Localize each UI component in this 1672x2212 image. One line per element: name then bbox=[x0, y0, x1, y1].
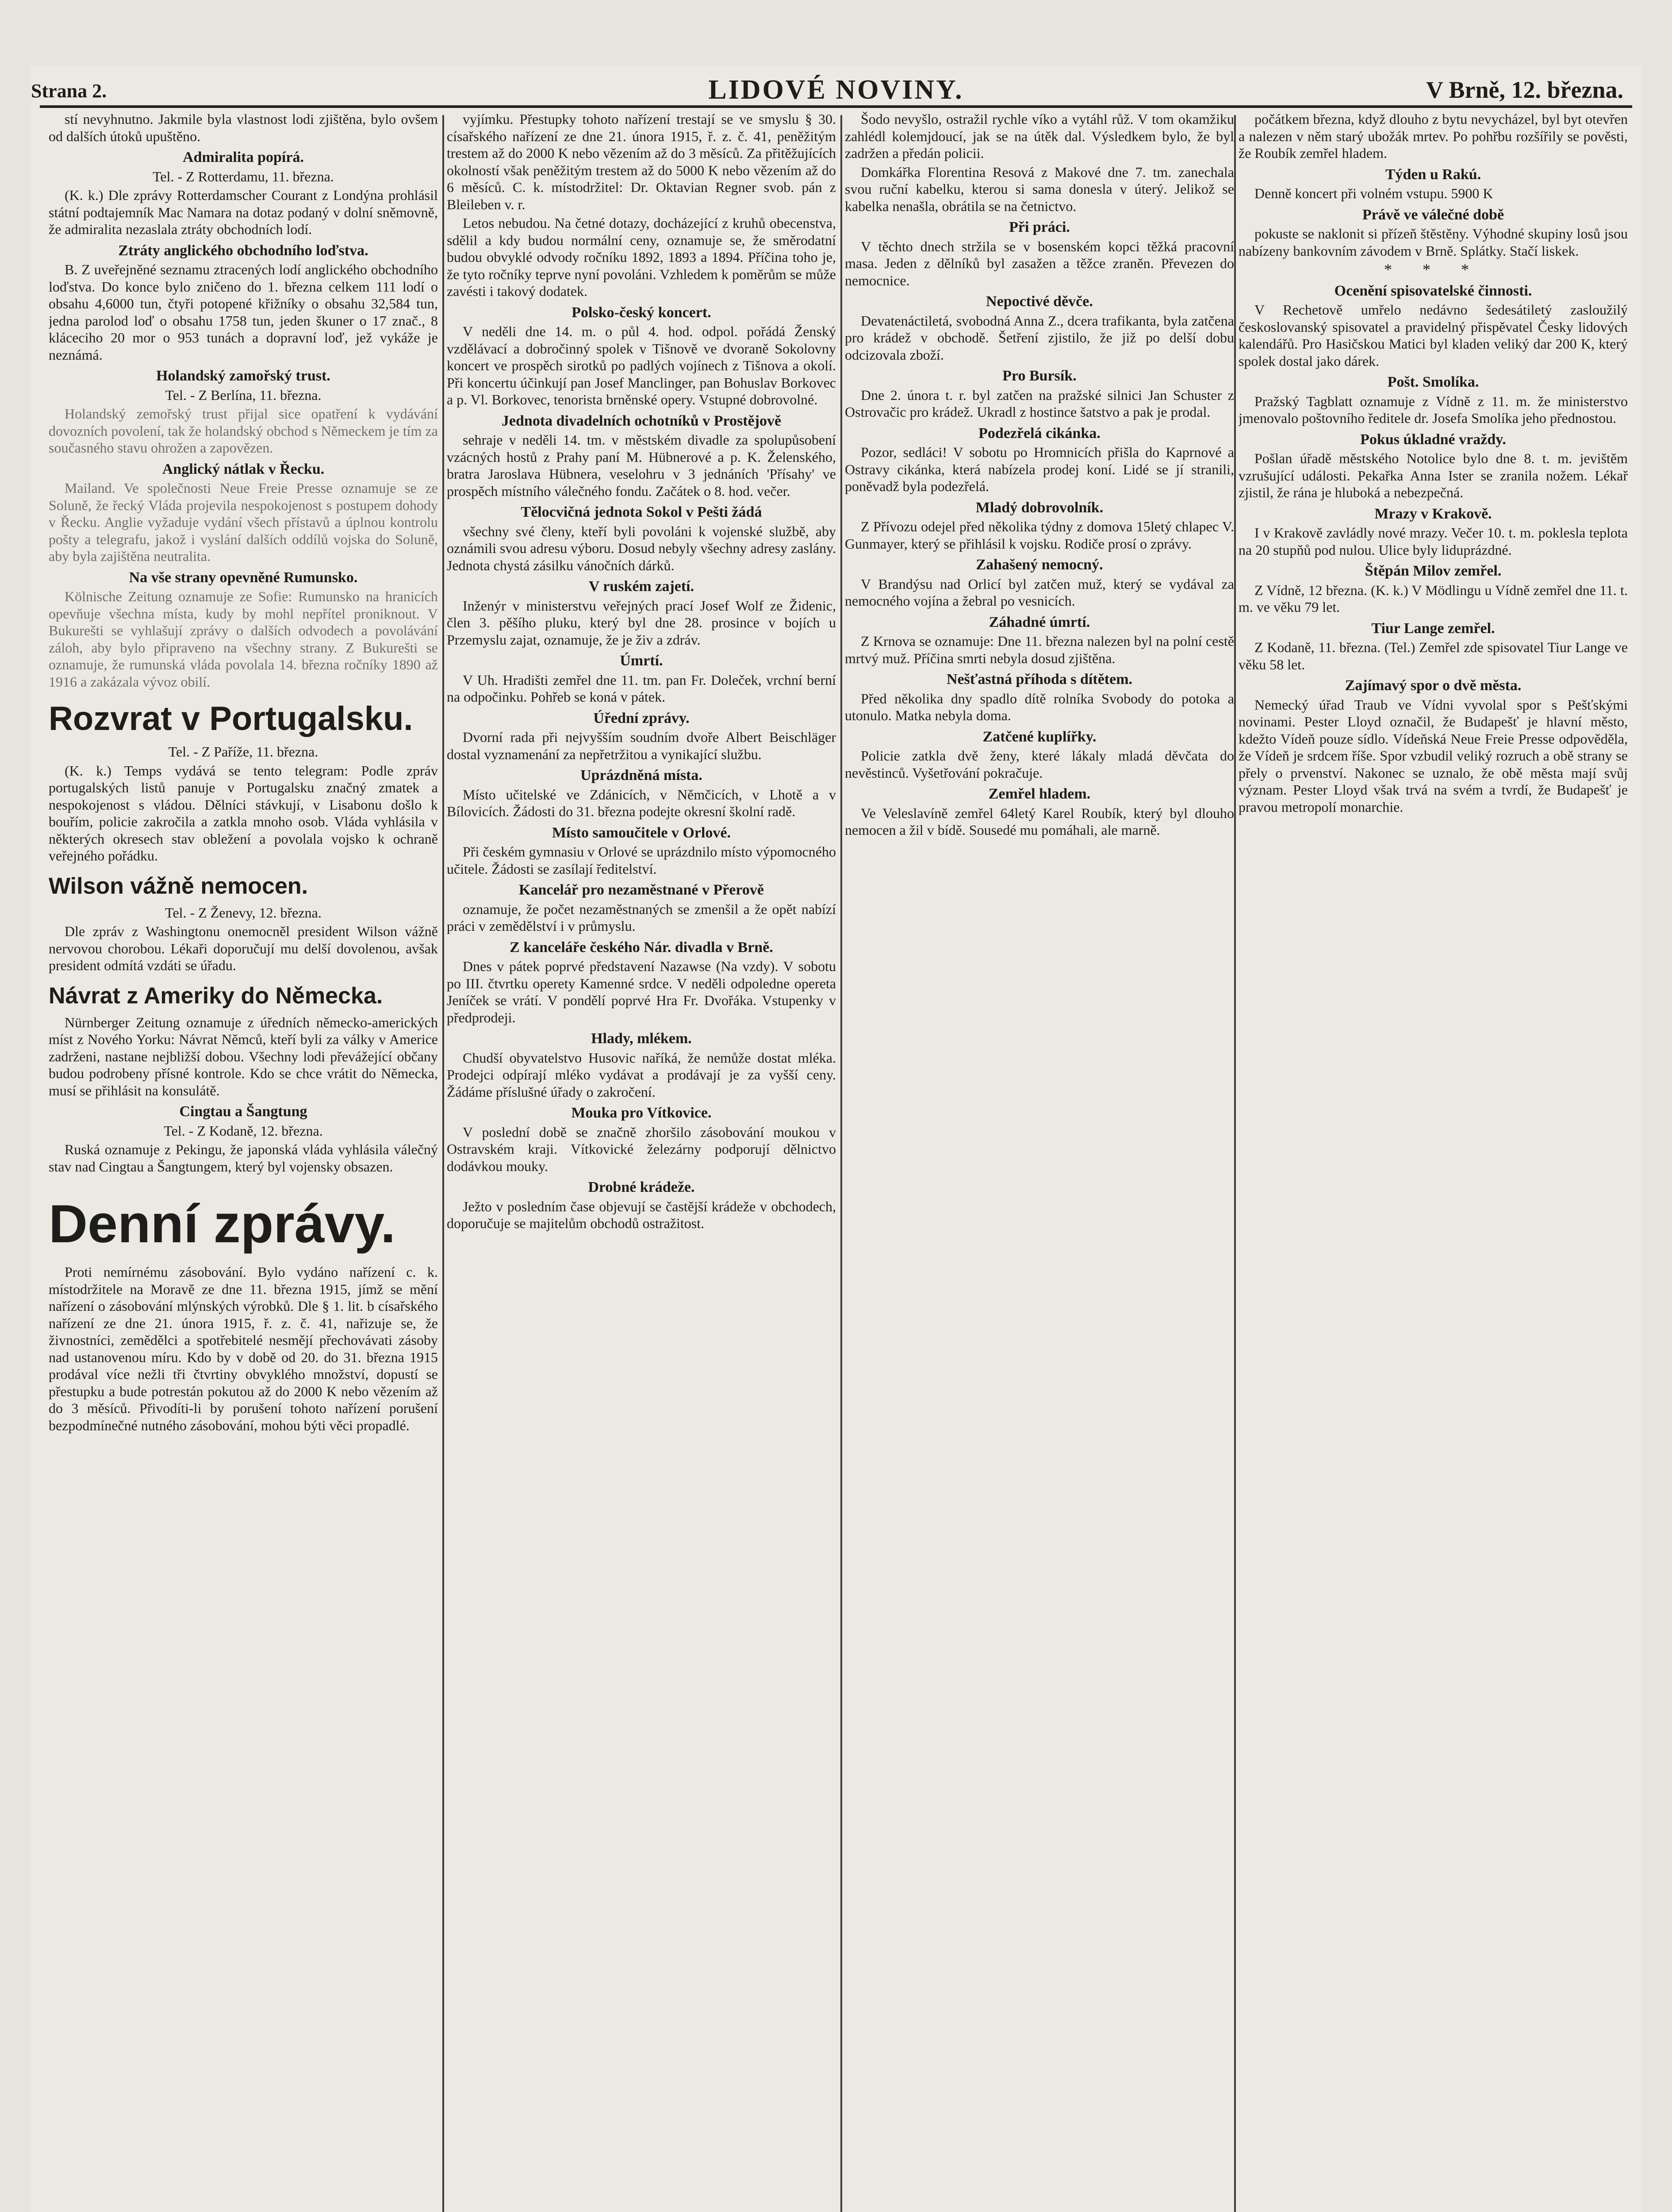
dateline: Tel. - Z Kodaně, 12. března. bbox=[164, 1122, 323, 1139]
dateline: Tel. - Z Paříže, 11. března. bbox=[168, 744, 318, 760]
article-text: Při českém gymnasiu v Orlové se uprázdnilo místo výpomocného učitele. Žádosti se zasílají ředitelství. bbox=[447, 844, 836, 877]
article-text: Pražský Tagblatt oznamuje z Vídně z 11. m. že ministerstvo jmenovalo poštovního ředitele dr. Josefa Smolíka jeho přednostou. bbox=[1239, 393, 1628, 426]
article-heading: Úmrtí. bbox=[620, 653, 663, 669]
headline: Rozvrat v Portugalsku. bbox=[49, 700, 413, 737]
article-heading: Mrazy v Krakově. bbox=[1374, 505, 1492, 522]
article-text: Kölnische Zeitung oznamuje ze Sofie: Rumunsko na hranicích opevňuje všechna místa, kudy by mohl nepřítel proniknout. V Bukurešti se vyhlašují zprávy o dalších odvodech a povolávání záloh, aby bylo připraveno na všechny strany. Z Bukurešti se oznamuje, že rumunská vláda povolala 14. března ročníky 1890 až 1916 a zakázala vývoz obilí. bbox=[49, 588, 438, 690]
article-text: Policie zatkla dvě ženy, které lákaly mladá děvčata do nevěstinců. Vyšetřování pokračuje. bbox=[845, 748, 1234, 781]
page-number: Strana 2. bbox=[31, 80, 107, 102]
article-heading: Ocenění spisovatelské činnosti. bbox=[1334, 282, 1532, 299]
article-heading: Hlady, mlékem. bbox=[591, 1030, 692, 1047]
article-text: Z Krnova se oznamuje: Dne 11. března nalezen byl na polní cestě mrtvý muž. Příčina smrti nebyla dosud zjištěna. bbox=[845, 633, 1234, 666]
article-heading: Zajímavý spor o dvě města. bbox=[1345, 677, 1522, 694]
article-text: V těchto dnech stržila se v bosenském kopci těžká pracovní masa. Jeden z dělníků byl zasažen a těžce zraněn. Převezen do nemocnice. bbox=[845, 238, 1234, 288]
column-divider bbox=[840, 115, 842, 2212]
article-text: Denně koncert při volném vstupu. 5900 K bbox=[1254, 185, 1493, 201]
article-text: Nürnberger Zeitung oznamuje z úředních německo-amerických míst z Nového Yorku: Návrat Němců, kteří byli za války v Americe zadrženi, nastane nejbližší dobou. Všechny lodi převážející občany budou podrobeny přísné kontrole. Kdo se chce vrátit do Německa, musí se přihlásit na konsulátě. bbox=[49, 1014, 438, 1098]
column-2 bbox=[447, 111, 836, 2212]
article-heading: Zemřel hladem. bbox=[988, 786, 1091, 802]
article-text: vyjímku. Přestupky tohoto nařízení trestají se ve smyslu § 30. císařského nařízení ze dne 21. února 1915, ř. z. č. 41, peněžitým trestem až do 2000 K nebo vězením až do 3 měsíců. Za přitěžujících okolností však peněžitým trestem až do 5000 K nebo vězením až do 6 měsíců. C. k. místodržitel: Dr. Oktavian Regner svob. pán z Bleileben v. r. bbox=[447, 111, 836, 212]
article-heading: Uprázdněná místa. bbox=[580, 767, 702, 783]
article-text: oznamuje, že počet nezaměstnaných se zmenšil a že opět nabízí práci v zemědělství i v průmyslu. bbox=[447, 901, 836, 934]
article-heading: Jednota divadelních ochotníků v Prostějově bbox=[501, 412, 782, 429]
article-text: Místo učitelské ve Zdánicích, v Němčicích, v Lhotě a v Bílovicích. Žádosti do 31. března podejte okresní školní radě. bbox=[447, 786, 836, 819]
article-heading: Drobné krádeže. bbox=[588, 1179, 695, 1195]
dateline: Tel. - Z Ženevy, 12. března. bbox=[165, 904, 322, 921]
column-4 bbox=[1239, 111, 1628, 2212]
section-headline: Denní zprávy. bbox=[49, 1194, 396, 1254]
column-divider bbox=[1234, 115, 1236, 2212]
article-text: Pošlan úřadě městského Notolice bylo dne 8. t. m. jevištěm vzrušující události. Pekařka Anna Ister se zranila nožem. Lékař zjistil, že rána je hluboká a nebezpečná. bbox=[1239, 450, 1628, 500]
article-text: V Uh. Hradišti zemřel dne 11. tm. pan Fr. Doleček, vrchní berní na odpočinku. Pohřeb se koná v pátek. bbox=[447, 672, 836, 705]
article-text: Letos nebudou. Na četné dotazy, docházející z kruhů obecenstva, sdělil a kdy budou normální ceny, oznamuje se, že směrodatní budou obvyklé odvody ročníku 1892, 1893 a 1894. Příčina toho je, že tyto ročníky teprve nyní povoláni. Vzhledem k poměrům se může zavésti i takový dodatek. bbox=[447, 215, 836, 299]
column-divider bbox=[442, 115, 444, 2212]
article-text: V Rechetově umřelo nedávno šedesátiletý zasloužilý českoslovanský spisovatel a pravidelný přispěvatel Česky lidových kalendářů. Pro Hasičskou Matici byl kladen veliký dar 200 K, který spolek dostal jako dárek. bbox=[1239, 302, 1628, 369]
newspaper-title: LIDOVÉ NOVINY. bbox=[708, 75, 964, 105]
article-text: počátkem března, když dlouho z bytu nevycházel, byl byt otevřen a nalezen v něm starý ubožák mrtev. Po pohřbu rozšířily se pověsti, že Roubík zemřel hladem. bbox=[1239, 111, 1628, 161]
dateline: Tel. - Z Rotterdamu, 11. března. bbox=[153, 168, 334, 184]
article-text: všechny své členy, kteří byli povoláni k vojenské službě, aby oznámili svou adresu výboru. Dosud nebyly všechny adresy zaslány. Jednota chystá zásilku vánočních dárků. bbox=[447, 523, 836, 573]
article-heading: Při práci. bbox=[1009, 219, 1070, 235]
article-text: Z Přívozu odejel před několika týdny z domova 15letý chlapec V. Gunmayer, který se přihlásil k vojsku. Rodiče prosí o zprávy. bbox=[845, 518, 1234, 552]
article-heading: Admiralita popírá. bbox=[183, 149, 304, 165]
article-heading: Tiur Lange zemřel. bbox=[1371, 620, 1495, 637]
article-text: Mailand. Ve společnosti Neue Freie Presse oznamuje se ze Soluně, že řecký Vláda projevila nespokojenost s postupem dohody v Řecku. Anglie vyžaduje vydání všech přístavů a úplnou kontrolu pošty a telegrafu, jakož i vyslání dalších oddílů vojska do Soluně, aby byla zajištěna neutralita. bbox=[49, 480, 438, 564]
section-separator: * * * bbox=[1384, 261, 1482, 278]
article-heading: Štěpán Milov zemřel. bbox=[1365, 563, 1502, 579]
article-heading: Tělocvičná jednota Sokol v Pešti žádá bbox=[521, 504, 762, 520]
article-heading: Týden u Rakú. bbox=[1385, 166, 1481, 183]
article-text: Chudší obyvatelstvo Husovic naříká, že nemůže dostat mléka. Prodejci odpírají mléko vydávat a prodávají je za vyšší ceny. Žádáme příslušné úřady o zakročení. bbox=[447, 1049, 836, 1100]
article-text: sehraje v neděli 14. tm. v městském divadle za spolupůsobení vzácných hostů z Prahy paní M. Hübnerové a p. K. Želenského, bratra Jaroslava Hübnera, veselohru v 3 jednáních 'Přísahy' ve prospěch místního válečného fondu. Začátek o 8. hod. večer. bbox=[447, 432, 836, 499]
article-text: V Brandýsu nad Orlicí byl zatčen muž, který se vydával za nemocného vojína a žebral po vesnicích. bbox=[845, 576, 1234, 609]
article-text: (K. k.) Temps vydává se tento telegram: Podle zpráv portugalských listů panuje v Portugalsku značný zmatek a nespokojenost s vládou. Dělníci stávkují, v Lisabonu došlo k bouřím, policie zakročila a zatkla mnoho osob. Vláda vyhlásila v některých okresech stav obležení a povolala vojsko k ochraně veřejného pořádku. bbox=[49, 762, 438, 864]
article-text: Dne 2. února t. r. byl zatčen na pražské silnici Jan Schuster z Ostrovačic pro krádež. Ukradl z hostince šatstvo a pak je prodal. bbox=[845, 387, 1234, 420]
article-heading: Právě ve válečné době bbox=[1362, 206, 1504, 223]
article-text: Nemecký úřad Traub ve Vídni vyvolal spor s Pešťskými novinami. Pester Lloyd označil, že Budapešť je hlavní město, kdežto Vídeň pouze sídlo. Vídeňská Neue Freie Presse odpověděla, že Vídeň je srdcem říše. Spor vzbudil veliký rozruch a obě strany se přely o prvenství. Nakonec se uznalo, že obě města mají svůj význam. Pester Lloyd však trvá na svém a tvrdí, že Budapešť je pravou metropolí monarchie. bbox=[1239, 696, 1628, 815]
article-text: Inženýr v ministerstvu veřejných prací Josef Wolf ze Židenic, člen 3. pěšího pluku, který byl dne 28. prosince v bojích u Przemyslu zajat, oznamuje, že je živ a zdráv. bbox=[447, 597, 836, 648]
article-heading: Zatčené kuplířky. bbox=[982, 728, 1097, 745]
article-heading: Místo samoučitele v Orlové. bbox=[552, 824, 731, 841]
article-text: Proti nemírnému zásobování. Bylo vydáno nařízení c. k. místodržitele na Moravě ze dne 11. března 1915, jímž se mění nařízení o zásobování mlýnských výrobků. Dle § 1. lit. b císařského nařízení ze dne 21. února 1915, ř. z. č. 41, nařizuje se, že živnostníci, zemědělci a spotřebitelé nesmějí přechovávati zásoby nad ustanovenou míru. Kdo by v době od 20. do 31. března 1915 prodával více nežli tři čtvrtiny obvyklého množství, dopustí se přestupku a bude potrestán pokutou až do 2000 K nebo vězením až do 3 měsíců. Přivodíti-li by porušení tohoto nařízení porušení bezpodmínečné nutného zásobování, mohou býti věci propadlé. bbox=[49, 1264, 438, 1433]
issue-date: V Brně, 12. března. bbox=[1426, 77, 1623, 103]
masthead bbox=[31, 71, 1641, 106]
article-heading: Nepoctivé děvče. bbox=[986, 293, 1093, 310]
article-heading: Polsko-český koncert. bbox=[571, 304, 711, 321]
article-text: V neděli dne 14. m. o půl 4. hod. odpol. pořádá Ženský vzdělávací a dobročinný spolek v Tišnově ve dvoraně Sokolovny koncert ve prospěch sirotků po padlých vojínech z Tišnova a okolí. Při koncertu účinkují pan Josef Manclinger, pan Bohuslav Borkovec a p. Vl. Borkovec, tenorista brněnské opery. Vstupné dobrovolné. bbox=[447, 323, 836, 407]
column-1 bbox=[49, 111, 438, 2212]
article-heading: V ruském zajetí. bbox=[588, 578, 694, 595]
article-text: Devatenáctiletá, svobodná Anna Z., dcera trafikanta, byla zatčena pro krádež v obchodě. Šetření zjistilo, že již po delší dobu odcizovala zboží. bbox=[845, 312, 1234, 363]
article-text: Ruská oznamuje z Pekingu, že japonská vláda vyhlásila válečný stav nad Cingtau a Šangtungem, který byl vojensky obsazen. bbox=[49, 1141, 438, 1175]
article-heading: Anglický nátlak v Řecku. bbox=[162, 461, 325, 477]
article-heading: Z kanceláře českého Nár. divadla v Brně. bbox=[510, 939, 773, 956]
article-text: (K. k.) Dle zprávy Rotterdamscher Courant z Londýna prohlásil státní podtajemník Mac Namara na dotaz podaný v dolní sněmovně, že admiralita nezaslala ztráty obchodních lodí. bbox=[49, 187, 438, 237]
article-heading: Na vše strany opevněné Rumunsko. bbox=[129, 569, 358, 586]
article-heading: Nešťastná příhoda s dítětem. bbox=[946, 671, 1133, 687]
article-text: Dvorní rada při nejvyšším soudním dvoře Albert Beischläger dostal vyznamenání za nepřetržitou a vynikající službu. bbox=[447, 729, 836, 762]
article-text: Z Vídně, 12 března. (K. k.) V Mödlingu u Vídně zemřel dne 11. t. m. ve věku 79 let. bbox=[1239, 582, 1628, 615]
article-text: stí nevyhnutno. Jakmile byla vlastnost lodi zjištěna, bylo ovšem od dalších útoků upuštěno. bbox=[49, 111, 438, 144]
dateline: Tel. - Z Berlína, 11. března. bbox=[165, 387, 322, 403]
column-3 bbox=[845, 111, 1234, 2212]
article-heading: Ztráty anglického obchodního loďstva. bbox=[118, 242, 368, 259]
article-heading: Mladý dobrovolník. bbox=[975, 499, 1104, 516]
article-text: Holandský zemořský trust přijal sice opatření k vydávání dovozních povolení, tak že holandský obchod s Německem je tím za současného stavu ohrožen a zapovězen. bbox=[49, 406, 438, 456]
article-heading: Cingtau a Šangtung bbox=[179, 1103, 307, 1120]
article-text: V poslední době se značně zhoršilo zásobování moukou v Ostravském kraji. Vítkovické železárny podporují dělnictvo dodávkou mouky. bbox=[447, 1124, 836, 1174]
article-text: Dle zpráv z Washingtonu onemocněl president Wilson vážně nervovou chorobou. Lékaři doporučují mu delší dovolenou, avšak president odmítá vzdáti se úřadu. bbox=[49, 923, 438, 973]
article-heading: Úřední zprávy. bbox=[593, 710, 690, 726]
article-heading: Podezřelá cikánka. bbox=[978, 425, 1101, 442]
headline: Návrat z Ameriky do Německa. bbox=[49, 983, 383, 1009]
article-heading: Holandský zamořský trust. bbox=[156, 368, 330, 384]
article-text: Dnes v pátek poprvé představení Nazawse (Na vzdy). V sobotu po III. čtvrtku operety Kamenné srdce. V neděli odpoledne opereta Jeníček se vrátí. V pondělí poprvé Hra Fr. Dvořáka. Vstupenky v předprodeji. bbox=[447, 958, 836, 1025]
article-text: pokuste se naklonit si přízeň štěstěny. Výhodné skupiny losů jsou nabízeny bankovním závodem v Brně. Splátky. Stačí liskek. bbox=[1239, 226, 1628, 259]
masthead-rule bbox=[40, 105, 1632, 108]
article-text: Šodo nevyšlo, ostražil rychle víko a vytáhl růž. V tom okamžiku zahlédl kolemjdoucí, jak se na útěk dal. Výsledkem bylo, že byl zadržen a předán policii. bbox=[845, 111, 1234, 161]
article-heading: Zahašený nemocný. bbox=[976, 557, 1103, 573]
article-text: Z Kodaně, 11. března. (Tel.) Zemřel zde spisovatel Tiur Lange ve věku 58 let. bbox=[1239, 639, 1628, 672]
article-text: Před několika dny spadlo dítě rolníka Svobody do potoka a utonulo. Matka nebyla doma. bbox=[845, 690, 1234, 723]
article-heading: Kancelář pro nezaměstnané v Přerově bbox=[519, 882, 764, 898]
article-heading: Záhadné úmrtí. bbox=[989, 614, 1090, 630]
article-text: B. Z uveřejněné seznamu ztracených lodí anglického obchodního loďstva. Do konce bylo zničeno do 1. března celkem 111 lodí o obsahu 4,6000 tun, čtyři potopené křižníky o obsahu 32,584 tun, jedna parolod loď o obsahu 1758 tun, jeden škuner o 17 znač., 8 kláceciho 20 mor o 953 tunách a dopravní loď, jež vykáže je neznámá. bbox=[49, 261, 438, 363]
article-heading: Mouka pro Vítkovice. bbox=[571, 1105, 712, 1121]
article-text: I v Krakově zavládly nové mrazy. Večer 10. t. m. poklesla teplota na 20 stupňů pod nulou. Ulice byly liduprázdné. bbox=[1239, 525, 1628, 558]
article-heading: Pokus úkladné vraždy. bbox=[1360, 431, 1506, 448]
article-text: Ježto v posledním čase objevují se častější krádeže v obchodech, doporučuje se majitelům obchodů ostražitost. bbox=[447, 1198, 836, 1231]
article-heading: Pro Bursík. bbox=[1002, 368, 1077, 384]
headline: Wilson vážně nemocen. bbox=[49, 873, 308, 899]
article-text: Ve Veleslavíně zemřel 64letý Karel Roubík, který byl dlouho nemocen a žil v bídě. Sousedé mu pomáhali, ale marně. bbox=[845, 805, 1234, 838]
article-heading: Pošt. Smolíka. bbox=[1387, 374, 1479, 390]
article-text: Pozor, sedláci! V sobotu po Hromnicích přišla do Kaprnové a Ostravy cikánka, která nabízela prodej koní. Lidé se jí stranili, poněvadž byla podezřelá. bbox=[845, 444, 1234, 494]
article-text: Domkářka Florentina Resová z Makové dne 7. tm. zanechala svou ruční kabelku, kterou si sama donesla v úterý. Jelikož se kabelka nenašla, obrátila se na četnictvo. bbox=[845, 164, 1234, 214]
